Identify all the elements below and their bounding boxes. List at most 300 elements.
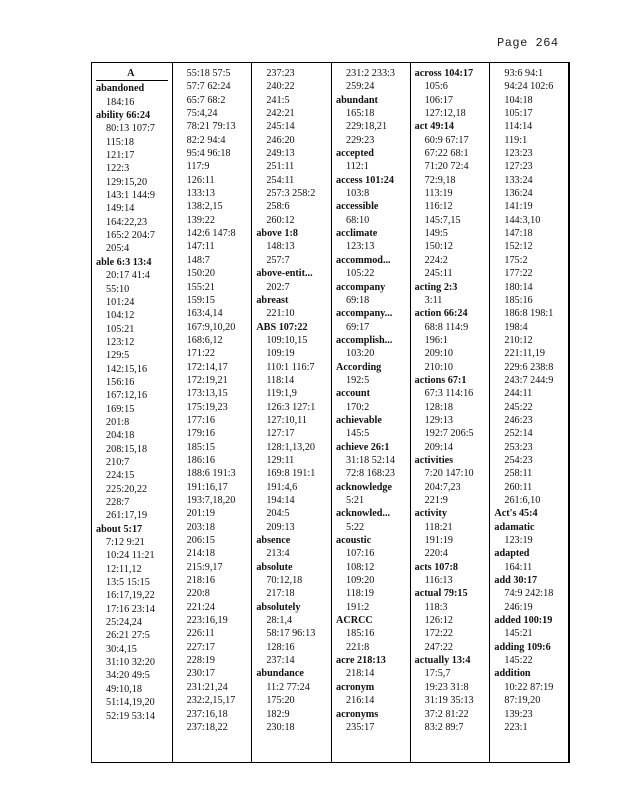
index-term: acre 218:13	[336, 655, 386, 667]
index-reference: 235:17	[346, 721, 375, 733]
index-reference: 82:2 94:4	[186, 134, 226, 146]
index-reference: 128:1,13,20	[266, 441, 316, 453]
index-reference: 230:17	[186, 668, 215, 680]
index-term: account	[336, 388, 370, 400]
index-reference: 226:11	[186, 628, 215, 640]
index-reference: 123:13	[346, 241, 375, 253]
index-term: above 1:8	[256, 228, 298, 240]
index-reference: 142:6 147:8	[186, 228, 236, 240]
index-reference: 258:11	[504, 468, 533, 480]
index-reference: 165:18	[346, 108, 375, 120]
index-reference: 177:16	[186, 414, 215, 426]
index-reference: 194:14	[266, 495, 295, 506]
index-reference: 101:24	[106, 296, 135, 308]
index-term: Act's 45:4	[494, 508, 538, 520]
index-column-3	[251, 63, 331, 762]
index-reference: 220:4	[424, 548, 448, 560]
index-reference: 5:22	[346, 521, 365, 533]
index-reference: 121:17	[106, 150, 135, 162]
index-reference: 17:16 23:14	[106, 603, 155, 615]
section-letter: A	[96, 67, 168, 81]
index-reference: 20:17 41:4	[106, 270, 150, 282]
index-reference: 201:19	[186, 508, 215, 520]
index-reference: 133:24	[504, 174, 533, 186]
index-reference: 149:14	[106, 203, 135, 215]
index-term: activities	[414, 454, 454, 466]
index-reference: 112:1	[346, 161, 369, 173]
index-term: acoustic	[336, 535, 372, 547]
index-reference: 105:6	[424, 81, 448, 93]
index-reference: 95:4 96:18	[186, 148, 231, 160]
index-reference: 129:5	[106, 350, 130, 362]
index-reference: 260:11	[504, 481, 533, 493]
index-reference: 109:20	[346, 575, 375, 587]
index-reference: 237:18,22	[186, 721, 228, 733]
index-reference: 31:19 35:13	[424, 695, 474, 707]
index-reference: 105:21	[106, 323, 135, 335]
index-reference: 228:7	[106, 497, 130, 508]
index-column-2	[172, 63, 252, 762]
index-reference: 167:12,16	[106, 390, 148, 402]
index-term: ABS 107:22	[256, 321, 308, 333]
index-reference: 145:21	[504, 628, 533, 640]
index-reference: 209:13	[266, 521, 295, 533]
index-reference: 252:14	[504, 428, 533, 440]
index-reference: 72:8 168:23	[346, 468, 395, 480]
index-term: actual 79:15	[414, 588, 468, 600]
index-term: actions 67:1	[414, 374, 467, 386]
index-reference: 261:6,10	[504, 495, 541, 506]
index-reference: 223:16,19	[186, 615, 228, 627]
index-reference: 105:22	[346, 268, 375, 280]
index-reference: 254:23	[504, 454, 533, 466]
index-reference: 141:19	[504, 201, 533, 213]
index-reference: 122:3	[106, 163, 130, 175]
index-reference: 184:16	[106, 96, 135, 108]
index-reference: 52:19 53:14	[106, 710, 155, 722]
index-term: According	[336, 361, 382, 373]
index-reference: 221:10	[266, 308, 295, 320]
index-reference: 17:5,7	[424, 668, 451, 680]
index-reference: 123:23	[504, 148, 533, 160]
index-term: acts 107:8	[414, 561, 458, 573]
index-reference: 204:7,23	[424, 481, 461, 493]
index-reference: 67:3 114:16	[424, 388, 474, 400]
word-index-table	[91, 62, 570, 763]
index-reference: 209:14	[424, 441, 453, 453]
index-reference: 169:8 191:1	[266, 468, 316, 480]
index-reference: 118:21	[424, 521, 453, 533]
index-reference: 186:16	[186, 454, 215, 466]
index-reference: 69:17	[346, 321, 370, 333]
index-reference: 249:13	[266, 148, 295, 160]
index-reference: 115:18	[106, 136, 134, 148]
index-reference: 31:10 32:20	[106, 657, 155, 669]
index-reference: 180:14	[504, 281, 533, 293]
index-reference: 172:22	[424, 628, 453, 640]
index-reference: 67:22 68:1	[424, 148, 469, 160]
index-reference: 147:18	[504, 228, 533, 240]
index-reference: 129:11	[266, 454, 295, 466]
index-reference: 218:16	[186, 575, 215, 587]
index-reference: 242:21	[266, 108, 295, 120]
index-reference: 159:15	[186, 294, 215, 306]
index-reference: 118:3	[424, 601, 448, 613]
index-reference: 106:17	[424, 94, 453, 106]
index-reference: 246:19	[504, 601, 533, 613]
index-reference: 19:23 31:8	[424, 681, 469, 693]
index-reference: 5:21	[346, 495, 365, 506]
index-column-4	[331, 63, 410, 762]
index-reference: 169:15	[106, 403, 135, 415]
index-term: adamatic	[494, 521, 535, 533]
index-reference: 258:6	[266, 201, 290, 213]
index-reference: 223:1	[504, 721, 528, 733]
index-term: absolute	[256, 561, 293, 573]
index-term: accompany...	[336, 308, 393, 320]
index-term: accepted	[336, 148, 374, 160]
index-term: adapted	[494, 548, 530, 560]
index-reference: 104:12	[106, 310, 135, 322]
index-reference: 74:9 242:18	[504, 588, 554, 600]
index-reference: 218:14	[346, 668, 375, 680]
index-reference: 214:18	[186, 548, 215, 560]
index-reference: 260:12	[266, 214, 295, 226]
index-reference: 257:3 258:2	[266, 188, 316, 200]
index-reference: 257:7	[266, 254, 290, 266]
index-reference: 230:18	[266, 721, 295, 733]
index-term: about 5:17	[96, 523, 143, 535]
index-reference: 65:7 68:2	[186, 94, 226, 106]
index-reference: 177:22	[504, 268, 533, 280]
index-term: acting 2:3	[414, 281, 458, 293]
index-reference: 128:18	[424, 401, 453, 413]
index-term: abreast	[256, 294, 289, 306]
index-reference: 117:9	[186, 161, 210, 173]
index-column-6	[489, 63, 568, 762]
index-reference: 150:20	[186, 268, 215, 280]
index-reference: 155:21	[186, 281, 215, 293]
index-reference: 57:7 62:24	[186, 81, 231, 93]
index-term: accomplish...	[336, 334, 393, 346]
index-reference: 58:17 96:13	[266, 628, 316, 640]
index-reference: 34:20 49:5	[106, 670, 150, 682]
index-reference: 227:17	[186, 641, 215, 653]
index-reference: 129:15,20	[106, 176, 148, 188]
index-reference: 196:1	[424, 334, 448, 346]
index-reference: 261:17,19	[106, 510, 148, 522]
index-reference: 116:12	[424, 201, 453, 213]
index-reference: 247:22	[424, 641, 453, 653]
index-reference: 109:19	[266, 348, 295, 360]
index-reference: 245:11	[424, 268, 453, 280]
index-reference: 37:2 81:22	[424, 708, 469, 720]
index-reference: 113:19	[424, 188, 453, 200]
index-term: add 30:17	[494, 575, 538, 587]
index-reference: 221:11,19	[504, 348, 545, 360]
index-reference: 71:20 72:4	[424, 161, 469, 173]
index-reference: 209:10	[424, 348, 453, 360]
index-reference: 231:21,24	[186, 681, 228, 693]
index-reference: 204:18	[106, 430, 135, 442]
index-reference: 213:4	[266, 548, 290, 560]
index-reference: 55:10	[106, 283, 130, 295]
index-column-5	[410, 63, 490, 762]
index-reference: 127:23	[504, 161, 533, 173]
index-reference: 78:21 79:13	[186, 121, 236, 133]
page-number-label: Page 264	[497, 36, 559, 50]
index-reference: 191:2	[346, 601, 370, 613]
index-reference: 156:16	[106, 376, 135, 388]
index-reference: 245:14	[266, 121, 295, 133]
index-reference: 94:24 102:6	[504, 81, 554, 93]
index-reference: 185:16	[346, 628, 375, 640]
index-reference: 188:6 191:3	[186, 468, 236, 480]
index-reference: 221:9	[424, 495, 448, 506]
index-reference: 133:13	[186, 188, 215, 200]
index-reference: 165:2 204:7	[106, 230, 155, 242]
index-reference: 26:21 27:5	[106, 630, 150, 642]
index-reference: 123:12	[106, 336, 135, 348]
index-reference: 136:24	[504, 188, 533, 200]
index-reference: 118:14	[266, 374, 295, 386]
index-reference: 254:11	[266, 174, 295, 186]
index-term: added 100:19	[494, 615, 553, 627]
index-reference: 150:12	[424, 241, 453, 253]
index-reference: 192:7 206:5	[424, 428, 474, 440]
index-reference: 28:1,4	[266, 615, 293, 627]
index-reference: 10:24 11:21	[106, 550, 155, 562]
index-reference: 185:16	[504, 294, 533, 306]
index-reference: 119:1,9	[266, 388, 297, 400]
index-reference: 206:15	[186, 535, 215, 547]
index-reference: 237:14	[266, 655, 295, 667]
index-reference: 49:10,18	[106, 683, 142, 695]
index-reference: 138:2,15	[186, 201, 223, 213]
index-reference: 126:11	[186, 174, 215, 186]
index-reference: 25:24,24	[106, 617, 142, 629]
index-reference: 16:17,19,22	[106, 590, 155, 602]
index-reference: 110:1 116:7	[266, 361, 315, 373]
index-reference: 210:7	[106, 456, 130, 468]
index-term: abandoned	[96, 83, 145, 95]
index-reference: 221:8	[346, 641, 370, 653]
index-reference: 75:4,24	[186, 108, 218, 120]
index-reference: 175:19,23	[186, 401, 228, 413]
index-reference: 152:12	[504, 241, 533, 253]
index-reference: 147:11	[186, 241, 215, 253]
index-term: achievable	[336, 414, 382, 426]
index-reference: 201:8	[106, 416, 130, 428]
index-reference: 182:9	[266, 708, 290, 720]
index-term: accompany	[336, 281, 386, 293]
index-reference: 108:12	[346, 561, 375, 573]
index-reference: 104:18	[504, 94, 533, 106]
index-reference: 220:8	[186, 588, 210, 600]
index-reference: 167:9,10,20	[186, 321, 236, 333]
index-reference: 127:12,18	[424, 108, 466, 120]
index-reference: 30:4,15	[106, 643, 137, 655]
index-reference: 203:18	[186, 521, 215, 533]
index-reference: 148:7	[186, 254, 210, 266]
index-reference: 168:6,12	[186, 334, 223, 346]
index-term: acclimate	[336, 228, 378, 240]
index-reference: 241:5	[266, 94, 290, 106]
index-reference: 143:1 144:9	[106, 190, 155, 202]
index-reference: 237:23	[266, 68, 295, 79]
index-term: absolutely	[256, 601, 301, 613]
index-term: activity	[414, 508, 447, 520]
index-reference: 246:23	[504, 414, 533, 426]
index-reference: 186:8 198:1	[504, 308, 554, 320]
index-term: achieve 26:1	[336, 441, 390, 453]
index-term: above-entit...	[256, 268, 313, 280]
index-reference: 173:13,15	[186, 388, 228, 400]
index-reference: 123:19	[504, 535, 533, 547]
index-reference: 127:10,11	[266, 414, 307, 426]
index-reference: 55:18 57:5	[186, 68, 231, 79]
index-term: accessible	[336, 201, 379, 213]
index-reference: 105:17	[504, 108, 533, 120]
index-reference: 210:10	[424, 361, 453, 373]
index-term: acknowled...	[336, 508, 391, 520]
index-reference: 172:14,17	[186, 361, 228, 373]
index-reference: 10:22 87:19	[504, 681, 554, 693]
index-reference: 217:18	[266, 588, 295, 600]
index-reference: 126:3 127:1	[266, 401, 316, 413]
index-reference: 237:16,18	[186, 708, 228, 720]
index-reference: 224:2	[424, 254, 448, 266]
index-reference: 128:16	[266, 641, 295, 653]
index-reference: 210:12	[504, 334, 533, 346]
index-reference: 129:13	[424, 414, 453, 426]
index-reference: 259:24	[346, 81, 375, 93]
index-reference: 103:8	[346, 188, 370, 200]
index-reference: 103:20	[346, 348, 375, 360]
index-term: across 104:17	[414, 68, 474, 79]
index-reference: 149:5	[424, 228, 448, 240]
index-term: access 101:24	[336, 174, 394, 186]
index-reference: 253:23	[504, 441, 533, 453]
index-reference: 148:13	[266, 241, 295, 253]
index-term: acronym	[336, 681, 375, 693]
index-reference: 7:20 147:10	[424, 468, 474, 480]
index-reference: 3:11	[424, 294, 443, 306]
index-reference: 109:10,15	[266, 334, 308, 346]
index-term: acronyms	[336, 708, 379, 720]
index-term: acknowledge	[336, 481, 393, 493]
index-reference: 193:7,18,20	[186, 495, 236, 506]
index-reference: 175:20	[266, 695, 295, 707]
index-reference: 240:22	[266, 81, 295, 93]
index-reference: 70:12,18	[266, 575, 303, 587]
index-reference: 69:18	[346, 294, 370, 306]
index-reference: 191:4,6	[266, 481, 298, 493]
index-reference: 145:7,15	[424, 214, 461, 226]
index-reference: 60:9 67:17	[424, 134, 469, 146]
index-reference: 246:20	[266, 134, 295, 146]
index-reference: 51:14,19,20	[106, 697, 155, 709]
index-reference: 72:9,18	[424, 174, 456, 186]
index-reference: 208:15,18	[106, 443, 148, 455]
index-reference: 229:18,21	[346, 121, 388, 133]
index-reference: 170:2	[346, 401, 370, 413]
index-term: accommod...	[336, 254, 391, 266]
index-reference: 164:11	[504, 561, 533, 573]
index-reference: 7:12 9:21	[106, 537, 145, 549]
index-term: abundance	[256, 668, 304, 680]
index-reference: 198:4	[504, 321, 528, 333]
index-reference: 145:5	[346, 428, 370, 440]
index-reference: 80:13 107:7	[106, 123, 155, 135]
index-term: addition	[494, 668, 531, 680]
index-reference: 245:22	[504, 401, 533, 413]
index-reference: 229:23	[346, 134, 375, 146]
index-reference: 228:19	[186, 655, 215, 667]
index-reference: 221:24	[186, 601, 215, 613]
index-term: ACRCC	[336, 615, 373, 627]
index-reference: 114:14	[504, 121, 533, 133]
index-reference: 13:5 15:15	[106, 577, 150, 589]
index-reference: 142:15,16	[106, 363, 148, 375]
index-reference: 244:11	[504, 388, 533, 400]
index-reference: 139:22	[186, 214, 215, 226]
index-reference: 93:6 94:1	[504, 68, 544, 79]
index-reference: 205:4	[106, 243, 130, 255]
index-reference: 144:3,10	[504, 214, 541, 226]
index-reference: 224:15	[106, 470, 135, 482]
index-term: adding 109:6	[494, 641, 551, 653]
index-reference: 83:2 89:7	[424, 721, 464, 733]
index-reference: 172:19,21	[186, 374, 228, 386]
index-term: act 49:14	[414, 121, 454, 133]
index-reference: 191:19	[424, 535, 453, 547]
index-reference: 204:5	[266, 508, 290, 520]
index-reference: 164:22,23	[106, 216, 148, 228]
index-reference: 118:19	[346, 588, 374, 600]
index-reference: 68:10	[346, 214, 370, 226]
index-reference: 107:16	[346, 548, 375, 560]
index-reference: 68:8 114:9	[424, 321, 469, 333]
index-term: absence	[256, 535, 291, 547]
index-reference: 192:5	[346, 374, 370, 386]
index-reference: 11:2 77:24	[266, 681, 310, 693]
index-reference: 185:15	[186, 441, 215, 453]
index-reference: 229:6 238:8	[504, 361, 554, 373]
index-term: action 66:24	[414, 308, 468, 320]
index-reference: 116:13	[424, 575, 453, 587]
index-term: actually 13:4	[414, 655, 471, 667]
index-reference: 31:18 52:14	[346, 454, 395, 466]
index-reference: 251:11	[266, 161, 295, 173]
index-reference: 139:23	[504, 708, 533, 720]
index-reference: 175:2	[504, 254, 528, 266]
index-reference: 119:1	[504, 134, 528, 146]
index-reference: 225:20,22	[106, 483, 148, 495]
index-reference: 215:9,17	[186, 561, 223, 573]
index-reference: 191:16,17	[186, 481, 228, 493]
index-reference: 163:4,14	[186, 308, 223, 320]
index-term: able 6:3 13:4	[96, 256, 152, 268]
index-reference: 87:19,20	[504, 695, 541, 707]
index-reference: 202:7	[266, 281, 290, 293]
index-reference: 231:2 233:3	[346, 68, 395, 79]
index-reference: 126:12	[424, 615, 453, 627]
index-term: abundant	[336, 94, 378, 106]
index-column-1	[92, 63, 172, 762]
index-reference: 171:22	[186, 348, 215, 360]
index-reference: 12:11,12	[106, 563, 142, 575]
